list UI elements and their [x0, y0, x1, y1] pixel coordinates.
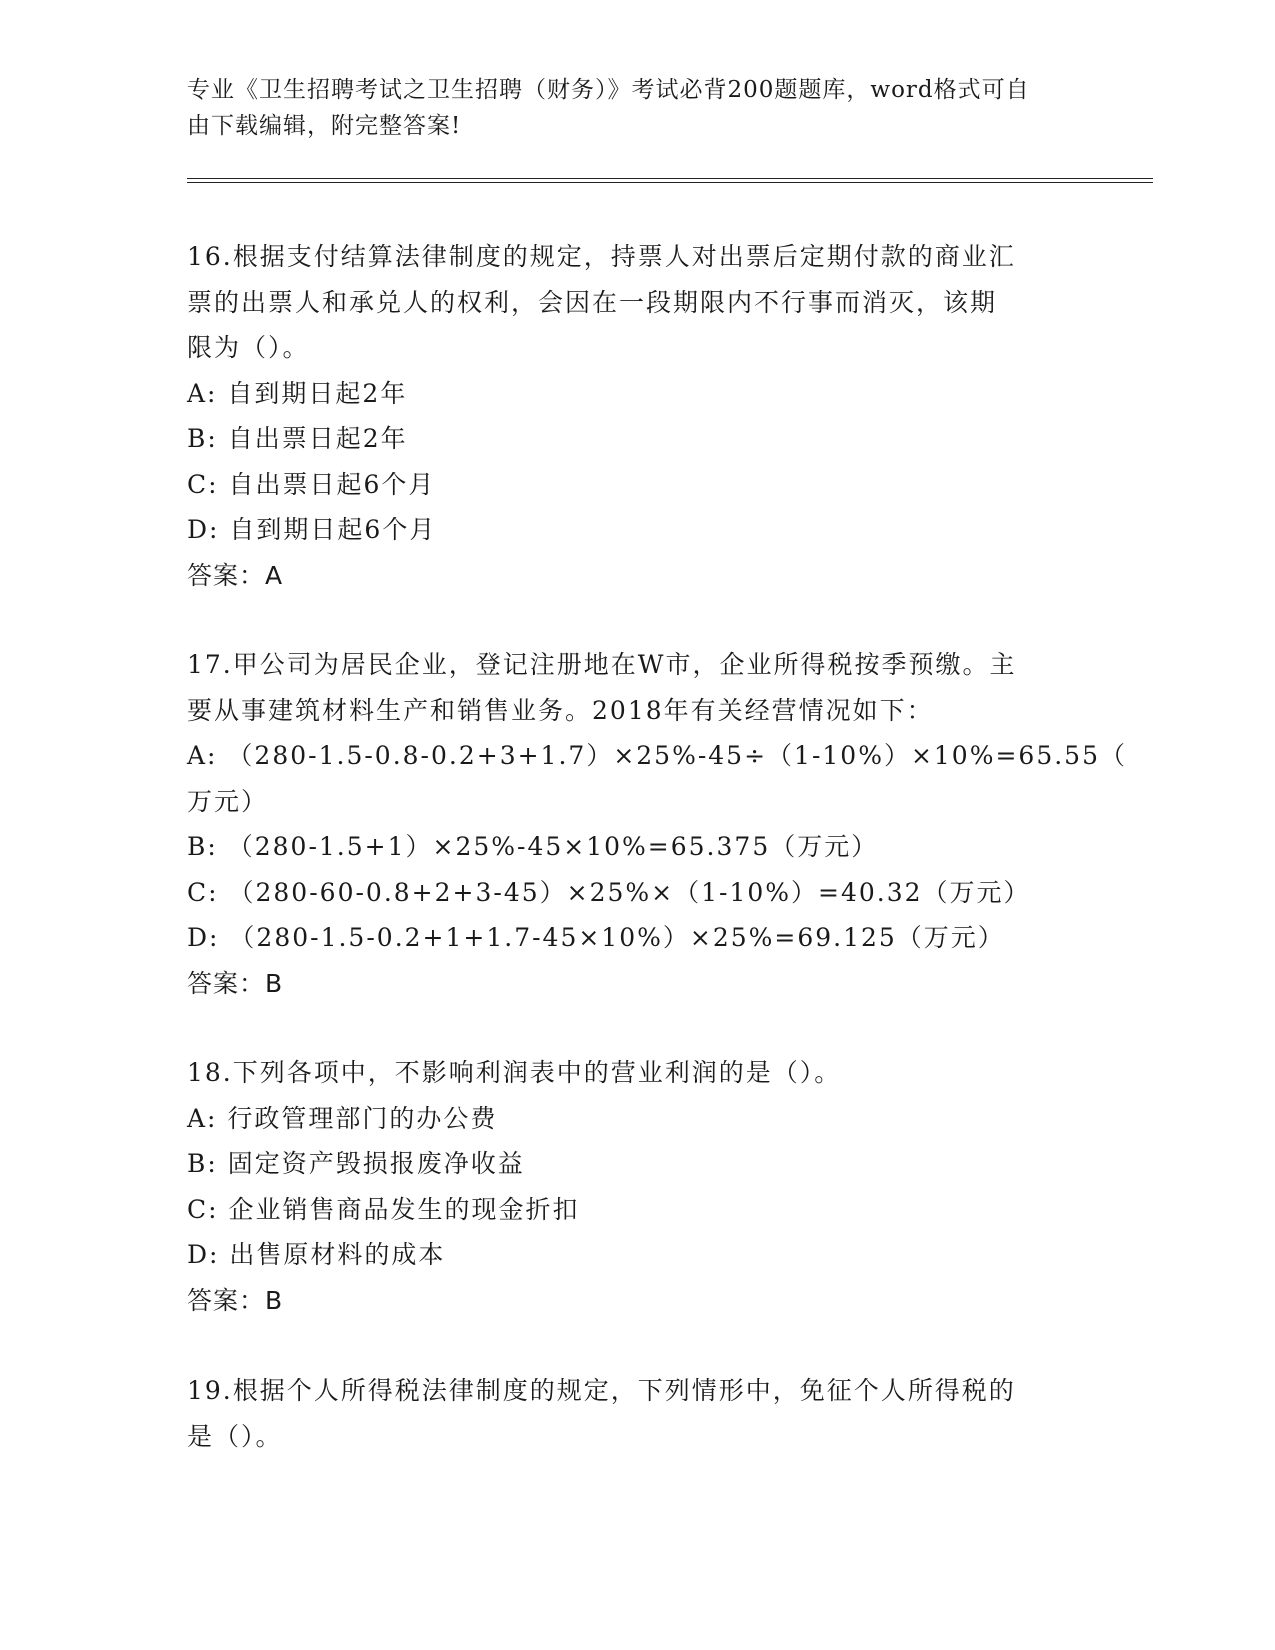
header-line-1: 专业《卫生招聘考试之卫生招聘（财务）》考试必背200题题库，word格式可自	[187, 77, 1030, 103]
option-c: C: （280-60-0.8+2+3-45）×25%×（1-10%）=40.32（万元）	[187, 877, 1031, 907]
question-17	[187, 642, 1127, 1006]
question-stem-line: 要从事建筑材料生产和销售业务。2018年有关经营情况如下：	[187, 695, 934, 725]
answer: 答案：B	[187, 968, 284, 998]
header-divider	[187, 178, 1153, 183]
option-b: B: （280-1.5+1）×25%-45×10%=65.375（万元）	[187, 832, 879, 861]
option-d: D: 自到期日起6个月	[187, 515, 437, 544]
option-c: C: 企业销售商品发生的现金折扣	[187, 1194, 580, 1224]
question-stem-line: 16.根据支付结算法律制度的规定，持票人对出票后定期付款的商业汇	[187, 242, 1016, 271]
option-a: A: 自到期日起2年	[187, 378, 408, 408]
question-stem-line: 17.甲公司为居民企业，登记注册地在W市，企业所得税按季预缴。主	[187, 650, 1017, 679]
answer: 答案：A	[187, 560, 284, 590]
option-d: D: 出售原材料的成本	[187, 1240, 446, 1269]
option-d: D: （280-1.5-0.2+1+1.7-45×10%）×25%=69.125（万元）	[187, 923, 1005, 952]
option-b: B: 固定资产毁损报废净收益	[187, 1149, 525, 1178]
option-b: B: 自出票日起2年	[187, 424, 408, 453]
option-a-continued: 万元）	[187, 786, 269, 816]
question-stem-line: 票的出票人和承兑人的权利，会因在一段期限内不行事而消灭，该期	[187, 287, 998, 317]
question-stem-line: 限为（）。	[187, 333, 310, 362]
option-a: A: 行政管理部门的办公费	[187, 1103, 498, 1133]
question-stem-line: 19.根据个人所得税法律制度的规定，下列情形中，免征个人所得税的	[187, 1376, 1016, 1405]
option-c: C: 自出票日起6个月	[187, 469, 436, 499]
question-19	[187, 1368, 1087, 1459]
document-header	[187, 72, 1087, 144]
question-18	[187, 1050, 1087, 1323]
option-a: A: （280-1.5-0.8-0.2+3+1.7）×25%-45÷（1-10%）×10%=65.55（	[187, 741, 1127, 770]
question-stem-line: 18.下列各项中，不影响利润表中的营业利润的是（）。	[187, 1058, 842, 1087]
question-16	[187, 234, 1087, 598]
question-stem-line: 是（）。	[187, 1421, 283, 1451]
answer: 答案：B	[187, 1285, 284, 1315]
header-line-2: 由下载编辑，附完整答案!	[187, 113, 462, 139]
